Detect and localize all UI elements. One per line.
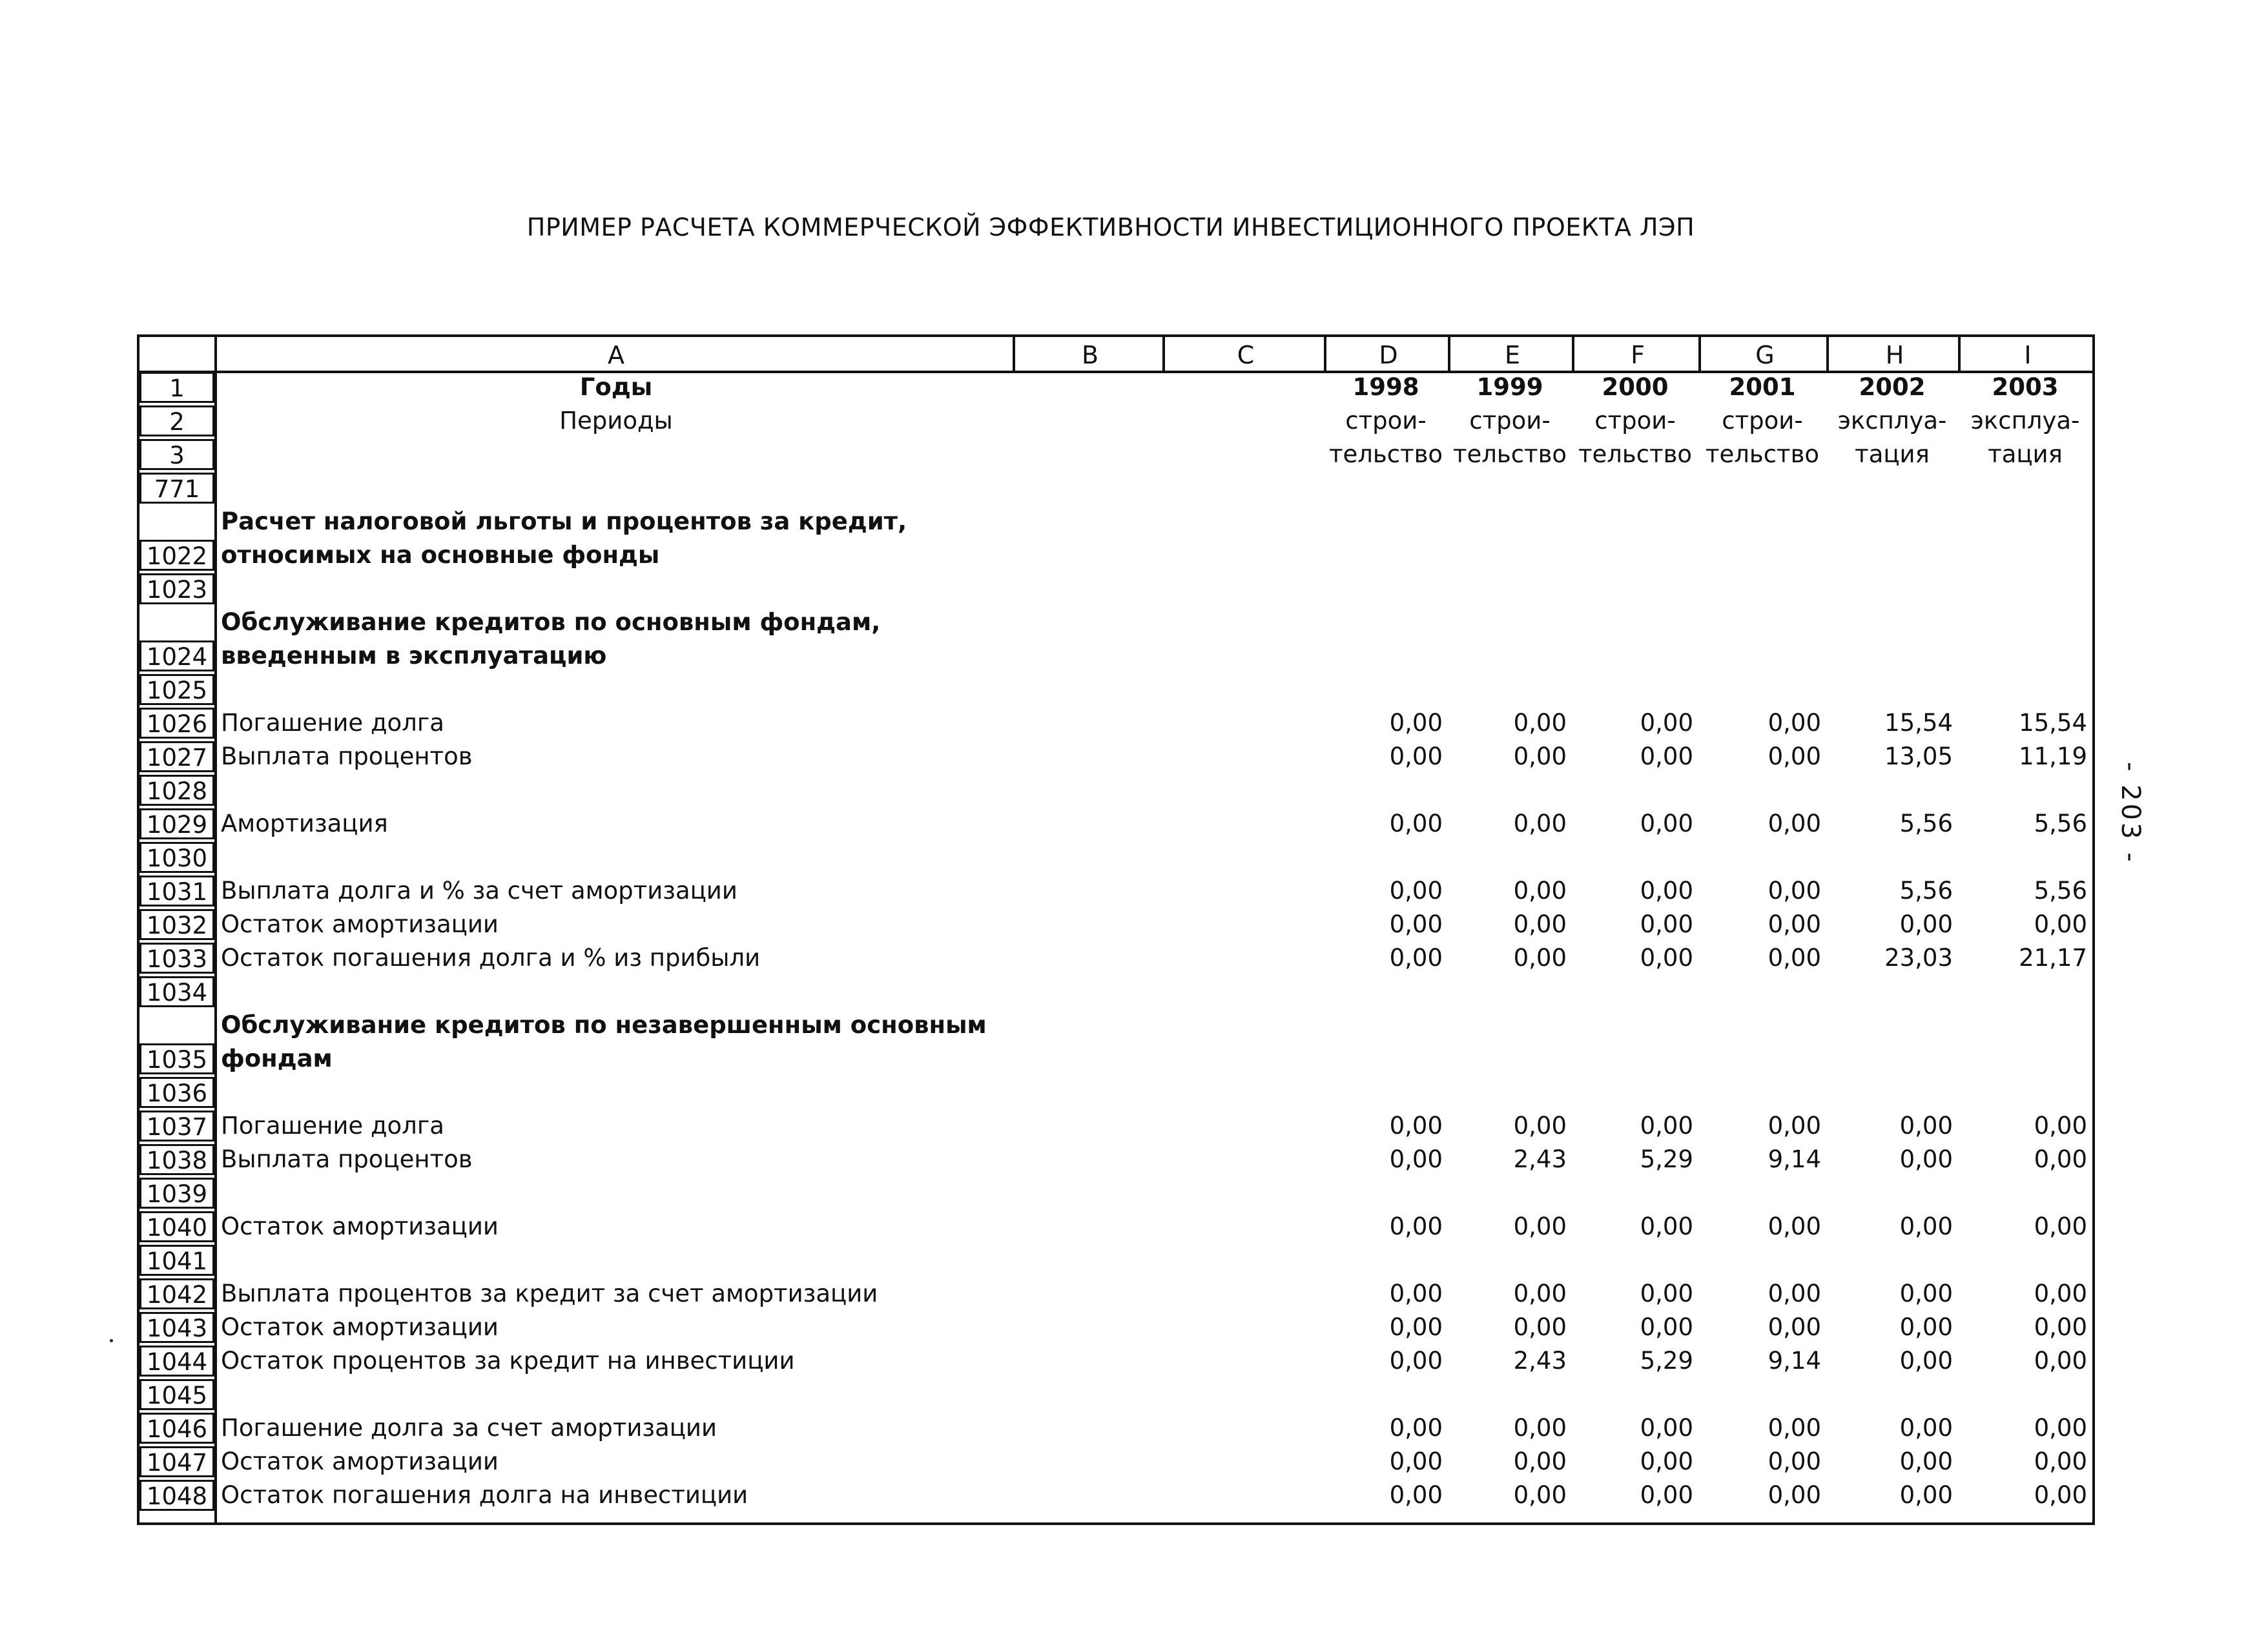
value-cell[interactable]: 0,00 — [1768, 944, 1821, 972]
column-header-B[interactable]: B — [1013, 337, 1165, 371]
value-cell[interactable]: 0,00 — [1513, 709, 1567, 737]
value-cell[interactable]: 0,00 — [1513, 1414, 1567, 1442]
row-number[interactable]: 1044 — [139, 1346, 214, 1377]
value-cell[interactable]: 0,00 — [1389, 810, 1443, 837]
value-cell[interactable]: 5,29 — [1640, 1347, 1693, 1375]
value-cell[interactable]: 0,00 — [1899, 1280, 1953, 1307]
header-cell: тельство — [1705, 440, 1820, 468]
row-number[interactable]: 1033 — [139, 943, 214, 974]
value-cell[interactable]: 0,00 — [1513, 1112, 1567, 1140]
header-cell: 2003 — [1992, 373, 2059, 401]
value-cell[interactable]: 0,00 — [1768, 1213, 1821, 1240]
row-label[interactable]: Остаток процентов за кредит на инвестиции — [221, 1347, 795, 1375]
value-cell[interactable]: 0,00 — [1640, 1313, 1693, 1341]
row-label[interactable]: Остаток амортизации — [221, 1448, 499, 1475]
value-cell[interactable]: 0,00 — [1640, 810, 1693, 837]
header-cell: строи- — [1722, 407, 1803, 435]
row-number[interactable]: 1025 — [139, 674, 214, 705]
row-number[interactable]: 1046 — [139, 1413, 214, 1444]
value-cell[interactable]: 0,00 — [1513, 944, 1567, 972]
column-header-H[interactable]: H — [1826, 337, 1961, 371]
value-cell[interactable]: 0,00 — [1640, 1414, 1693, 1442]
value-cell[interactable]: 0,00 — [1768, 1414, 1821, 1442]
section-heading: фондам — [221, 1045, 333, 1072]
value-cell[interactable]: 0,00 — [1768, 1112, 1821, 1140]
value-cell[interactable]: 5,29 — [1640, 1145, 1693, 1173]
value-cell[interactable]: 0,00 — [1768, 1280, 1821, 1307]
row-number[interactable]: 1036 — [139, 1077, 214, 1108]
value-cell[interactable]: 9,14 — [1768, 1145, 1821, 1173]
value-cell[interactable]: 15,54 — [2019, 709, 2087, 737]
header-label: Периоды — [559, 407, 673, 435]
value-cell[interactable]: 0,00 — [1768, 877, 1821, 905]
row-number[interactable]: 1043 — [139, 1312, 214, 1343]
row-number[interactable]: 1047 — [139, 1446, 214, 1477]
row-number[interactable]: 1022 — [139, 540, 214, 571]
value-cell[interactable]: 0,00 — [1768, 1481, 1821, 1509]
row-label[interactable]: Остаток амортизации — [221, 910, 499, 938]
header-cell: строи- — [1469, 407, 1551, 435]
value-cell[interactable]: 13,05 — [1884, 743, 1953, 770]
value-cell[interactable]: 0,00 — [1899, 1481, 1953, 1509]
value-cell[interactable]: 0,00 — [1389, 1213, 1443, 1240]
value-cell[interactable]: 0,00 — [1640, 877, 1693, 905]
value-cell[interactable]: 0,00 — [1768, 910, 1821, 938]
section-heading: введенным в эксплуатацию — [221, 642, 607, 670]
value-cell[interactable]: 0,00 — [2034, 1481, 2087, 1509]
value-cell[interactable]: 0,00 — [1389, 709, 1443, 737]
value-cell[interactable]: 0,00 — [1640, 743, 1693, 770]
value-cell[interactable]: 0,00 — [1389, 1347, 1443, 1375]
value-cell[interactable]: 0,00 — [1899, 1347, 1953, 1375]
header-cell: тация — [1988, 440, 2063, 468]
value-cell[interactable]: 0,00 — [2034, 1414, 2087, 1442]
value-cell[interactable]: 0,00 — [1389, 1145, 1443, 1173]
column-header-G[interactable]: G — [1698, 337, 1829, 371]
row-label[interactable]: Выплата процентов — [221, 743, 473, 770]
column-header-F[interactable]: F — [1572, 337, 1701, 371]
value-cell[interactable]: 0,00 — [1389, 1112, 1443, 1140]
value-cell[interactable]: 0,00 — [1899, 910, 1953, 938]
value-cell[interactable]: 0,00 — [1640, 944, 1693, 972]
section-heading: Обслуживание кредитов по основным фондам, — [221, 608, 881, 636]
value-cell[interactable]: 15,54 — [1884, 709, 1953, 737]
header-cell: 2002 — [1859, 373, 1926, 401]
value-cell[interactable]: 5,56 — [2034, 810, 2087, 837]
value-cell[interactable]: 0,00 — [1513, 1313, 1567, 1341]
value-cell[interactable]: 0,00 — [1389, 1313, 1443, 1341]
value-cell[interactable]: 0,00 — [1389, 877, 1443, 905]
section-heading: Расчет налоговой льготы и процентов за кредит, — [221, 507, 907, 535]
value-cell[interactable]: 0,00 — [2034, 1313, 2087, 1341]
value-cell[interactable]: 0,00 — [1389, 944, 1443, 972]
row-number[interactable]: 1023 — [139, 573, 214, 604]
column-header-row — [139, 337, 2092, 373]
row-number[interactable]: 1032 — [139, 909, 214, 940]
column-header-D[interactable]: D — [1324, 337, 1450, 371]
value-cell[interactable]: 0,00 — [1640, 1481, 1693, 1509]
value-cell[interactable]: 0,00 — [1899, 1414, 1953, 1442]
value-cell[interactable]: 0,00 — [2034, 1213, 2087, 1240]
value-cell[interactable]: 0,00 — [1640, 1280, 1693, 1307]
value-cell[interactable]: 0,00 — [1768, 709, 1821, 737]
value-cell[interactable]: 0,00 — [2034, 1448, 2087, 1475]
stray-mark — [110, 1339, 113, 1342]
value-cell[interactable]: 0,00 — [1768, 1313, 1821, 1341]
header-cell: тельство — [1578, 440, 1693, 468]
row-label[interactable]: Остаток амортизации — [221, 1213, 499, 1240]
value-cell[interactable]: 0,00 — [1513, 1280, 1567, 1307]
row-number[interactable]: 1029 — [139, 808, 214, 839]
value-cell[interactable]: 0,00 — [1513, 1213, 1567, 1240]
value-cell[interactable]: 0,00 — [1640, 1448, 1693, 1475]
value-cell[interactable]: 0,00 — [1389, 1280, 1443, 1307]
column-header-A[interactable]: A — [214, 337, 1015, 371]
row-number[interactable]: 1045 — [139, 1379, 214, 1410]
value-cell[interactable]: 21,17 — [2019, 944, 2087, 972]
row-number[interactable]: 1042 — [139, 1278, 214, 1309]
row-number[interactable]: 3 — [139, 439, 214, 470]
row-number[interactable]: 1028 — [139, 775, 214, 806]
value-cell[interactable]: 0,00 — [2034, 1280, 2087, 1307]
row-number[interactable]: 1024 — [139, 640, 214, 671]
row-label[interactable]: Погашение долга — [221, 709, 444, 737]
row-label[interactable]: Остаток погашения долга и % из прибыли — [221, 944, 761, 972]
value-cell[interactable]: 0,00 — [1513, 877, 1567, 905]
value-cell[interactable]: 0,00 — [2034, 1112, 2087, 1140]
value-cell[interactable]: 23,03 — [1884, 944, 1953, 972]
row-number[interactable]: 1035 — [139, 1043, 214, 1074]
section-heading: Обслуживание кредитов по незавершенным основным — [221, 1011, 987, 1039]
row-number[interactable]: 1040 — [139, 1211, 214, 1242]
value-cell[interactable]: 0,00 — [1389, 1414, 1443, 1442]
value-cell[interactable]: 2,43 — [1513, 1347, 1567, 1375]
header-cell: строи- — [1345, 407, 1427, 435]
page-title: ПРИМЕР РАСЧЕТА КОММЕРЧЕСКОЙ ЭФФЕКТИВНОСТИ ИНВЕСТИЦИОННОГО ПРОЕКТА ЛЭП — [526, 213, 1695, 241]
value-cell[interactable]: 0,00 — [1899, 1145, 1953, 1173]
page-number: - 203 - — [2116, 762, 2145, 865]
row-number[interactable]: 1026 — [139, 708, 214, 739]
value-cell[interactable]: 0,00 — [1389, 1448, 1443, 1475]
value-cell[interactable]: 0,00 — [1513, 743, 1567, 770]
row-number[interactable]: 1034 — [139, 976, 214, 1007]
value-cell[interactable]: 0,00 — [1899, 1313, 1953, 1341]
row-number[interactable]: 1037 — [139, 1111, 214, 1142]
row-label[interactable]: Остаток амортизации — [221, 1313, 499, 1341]
header-cell: 2001 — [1729, 373, 1796, 401]
column-header-E[interactable]: E — [1448, 337, 1574, 371]
value-cell[interactable]: 0,00 — [1640, 709, 1693, 737]
row-label[interactable]: Погашение долга — [221, 1112, 444, 1140]
value-cell[interactable]: 0,00 — [1389, 743, 1443, 770]
value-cell[interactable]: 0,00 — [1899, 1448, 1953, 1475]
value-cell[interactable]: 0,00 — [1389, 1481, 1443, 1509]
value-cell[interactable]: 0,00 — [1640, 1112, 1693, 1140]
header-cell: строи- — [1594, 407, 1676, 435]
spreadsheet — [137, 334, 2095, 1525]
value-cell[interactable]: 9,14 — [1768, 1347, 1821, 1375]
header-cell: тация — [1855, 440, 1930, 468]
value-cell[interactable]: 0,00 — [1513, 1448, 1567, 1475]
header-cell: тельство — [1328, 440, 1443, 468]
row-number[interactable]: 2 — [139, 405, 214, 436]
row-label[interactable]: Выплата процентов — [221, 1145, 473, 1173]
header-cell: эксплуа- — [1970, 407, 2080, 435]
value-cell[interactable]: 5,56 — [1899, 810, 1953, 837]
row-number[interactable]: 1038 — [139, 1144, 214, 1175]
value-cell[interactable]: 11,19 — [2019, 743, 2087, 770]
value-cell[interactable]: 0,00 — [1899, 1112, 1953, 1140]
row-number[interactable]: 1030 — [139, 842, 214, 873]
value-cell[interactable]: 0,00 — [2034, 1347, 2087, 1375]
value-cell[interactable]: 5,56 — [2034, 877, 2087, 905]
value-cell[interactable]: 0,00 — [1768, 743, 1821, 770]
value-cell[interactable]: 0,00 — [2034, 910, 2087, 938]
header-cell: 1998 — [1352, 373, 1419, 401]
row-number[interactable]: 1031 — [139, 876, 214, 906]
header-cell: 1999 — [1476, 373, 1543, 401]
value-cell[interactable]: 0,00 — [1513, 910, 1567, 938]
row-number-divider — [214, 371, 217, 1522]
row-label[interactable]: Погашение долга за счет амортизации — [221, 1414, 717, 1442]
row-label[interactable]: Выплата долга и % за счет амортизации — [221, 877, 737, 905]
row-number[interactable]: 1041 — [139, 1245, 214, 1276]
value-cell[interactable]: 0,00 — [1640, 1213, 1693, 1240]
header-label: Годы — [579, 373, 653, 401]
value-cell[interactable]: 0,00 — [1899, 1213, 1953, 1240]
row-number[interactable]: 1 — [139, 372, 214, 403]
row-number[interactable]: 1048 — [139, 1480, 214, 1511]
value-cell[interactable]: 0,00 — [1640, 910, 1693, 938]
value-cell[interactable]: 0,00 — [1513, 1481, 1567, 1509]
value-cell[interactable]: 0,00 — [1768, 1448, 1821, 1475]
row-label[interactable]: Остаток погашения долга на инвестиции — [221, 1481, 748, 1509]
row-number[interactable]: 1027 — [139, 741, 214, 772]
row-label[interactable]: Выплата процентов за кредит за счет амортизации — [221, 1280, 878, 1307]
row-number[interactable]: 771 — [139, 473, 214, 504]
value-cell[interactable]: 0,00 — [1513, 810, 1567, 837]
header-cell: тельство — [1452, 440, 1567, 468]
row-label[interactable]: Амортизация — [221, 810, 388, 837]
value-cell[interactable]: 0,00 — [1768, 810, 1821, 837]
section-heading: относимых на основные фонды — [221, 541, 660, 569]
column-header-I[interactable]: I — [1958, 337, 2095, 371]
value-cell[interactable]: 0,00 — [1389, 910, 1443, 938]
value-cell[interactable]: 5,56 — [1899, 877, 1953, 905]
value-cell[interactable]: 0,00 — [2034, 1145, 2087, 1173]
row-number[interactable]: 1039 — [139, 1178, 214, 1209]
header-cell: эксплуа- — [1837, 407, 1947, 435]
column-header-C[interactable]: C — [1162, 337, 1326, 371]
value-cell[interactable]: 2,43 — [1513, 1145, 1567, 1173]
header-cell: 2000 — [1602, 373, 1669, 401]
